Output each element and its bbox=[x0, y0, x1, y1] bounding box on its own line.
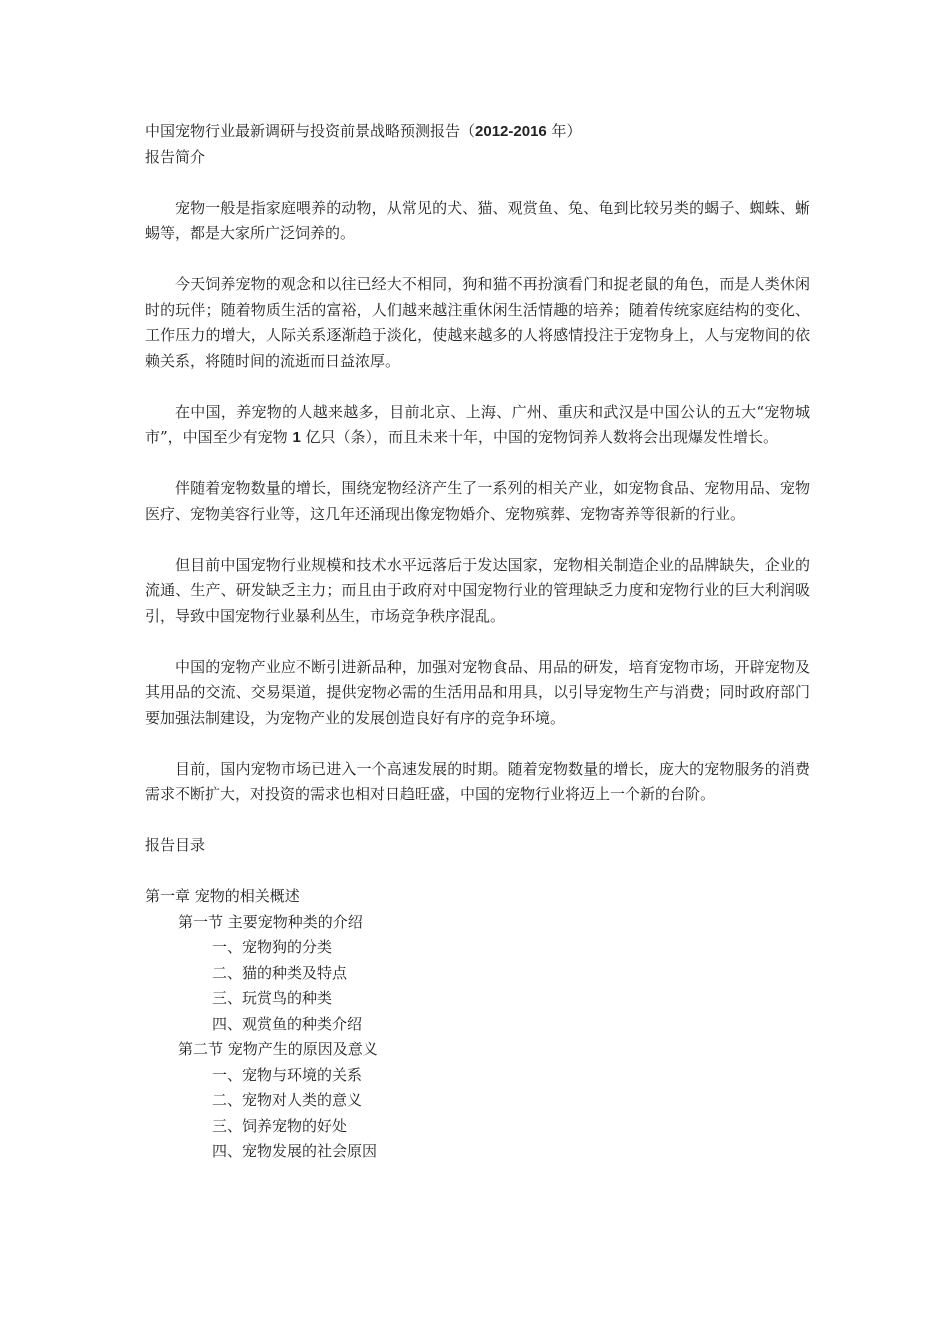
report-title-prefix: 中国宠物行业最新调研与投资前景战略预测报告（ bbox=[145, 122, 476, 140]
toc-item: 三、饲养宠物的好处 bbox=[212, 1116, 348, 1135]
intro-paragraph-cities bbox=[145, 400, 810, 451]
table-of-contents bbox=[145, 884, 810, 1165]
city-paragraph-after: 亿只（条），而且未来十年，中国的宠物饲养人数将会出现爆发性增长。 bbox=[300, 428, 779, 446]
toc-item: 四、观赏鱼的种类介绍 bbox=[212, 1014, 363, 1033]
toc-item: 四、宠物发展的社会原因 bbox=[212, 1142, 378, 1160]
city-paragraph-before: 在中国，养宠物的人越来越多，目前北京、上海、广州、重庆和武汉是中国公认的五大“宠物城市”，中国至少有宠物 bbox=[145, 402, 810, 446]
report-title-year: 2012-2016 bbox=[475, 123, 547, 140]
report-title-suffix: 年） bbox=[546, 122, 582, 140]
toc-item: 二、宠物对人类的意义 bbox=[212, 1091, 363, 1109]
toc-item: 一、宠物与环境的关系 bbox=[212, 1065, 363, 1084]
intro-paragraph: 目前，国内宠物市场已进入一个高速发展的时期。随着宠物数量的增长，庞大的宠物服务的消费需求不断扩大，对投资的需求也相对日趋旺盛，中国的宠物行业将迈上一个新的台阶。 bbox=[145, 759, 810, 803]
toc-chapter: 第一章 宠物的相关概述 bbox=[145, 887, 300, 905]
report-title bbox=[145, 119, 810, 145]
toc-item: 一、宠物狗的分类 bbox=[212, 938, 333, 956]
intro-paragraph: 宠物一般是指家庭喂养的动物，从常见的犬、猫、观赏鱼、兔、龟到比较另类的蝎子、蜘蛛、蜥蜴等，都是大家所广泛饲养的。 bbox=[145, 198, 810, 242]
toc-item: 三、玩赏鸟的种类 bbox=[212, 989, 333, 1007]
intro-paragraph: 伴随着宠物数量的增长，围绕宠物经济产生了一系列的相关产业，如宠物食品、宠物用品、宠物医疗、宠物美容行业等，这几年还涌现出像宠物婚介、宠物殡葬、宠物寄养等很新的行业。 bbox=[145, 479, 810, 523]
report-intro-heading: 报告简介 bbox=[145, 147, 206, 166]
toc-heading: 报告目录 bbox=[145, 836, 206, 854]
toc-section: 第二节 宠物产生的原因及意义 bbox=[178, 1040, 378, 1058]
document-content bbox=[145, 119, 810, 1165]
city-paragraph-number: 1 bbox=[292, 429, 301, 446]
intro-paragraph: 中国的宠物产业应不断引进新品种，加强对宠物食品、用品的研发，培育宠物市场，开辟宠物及其用品的交流、交易渠道，提供宠物必需的生活用品和用具，以引导宠物生产与消费；同时政府部门要加强法制建设，为宠物产业的发展创造良好有序的竞争环境。 bbox=[145, 657, 810, 727]
toc-item: 二、猫的种类及特点 bbox=[212, 963, 348, 982]
intro-paragraph: 但目前中国宠物行业规模和技术水平远落后于发达国家，宠物相关制造企业的品牌缺失，企业的流通、生产、研发缺乏主力；而且由于政府对中国宠物行业的管理缺乏力度和宠物行业的巨大利润吸引，导致中国宠物行业暴利丛生，市场竞争秩序混乱。 bbox=[145, 555, 810, 625]
toc-section: 第一节 主要宠物种类的介绍 bbox=[178, 912, 363, 931]
intro-paragraph: 今天饲养宠物的观念和以往已经大不相同，狗和猫不再扮演看门和捉老鼠的角色，而是人类休闲时的玩伴；随着物质生活的富裕，人们越来越注重休闲生活情趣的培养；随着传统家庭结构的变化、工作压力的增大，人际关系逐渐趋于淡化，使越来越多的人将感情投注于宠物身上，人与宠物间的依赖关系，将随时间的流逝而日益浓厚。 bbox=[145, 275, 810, 370]
